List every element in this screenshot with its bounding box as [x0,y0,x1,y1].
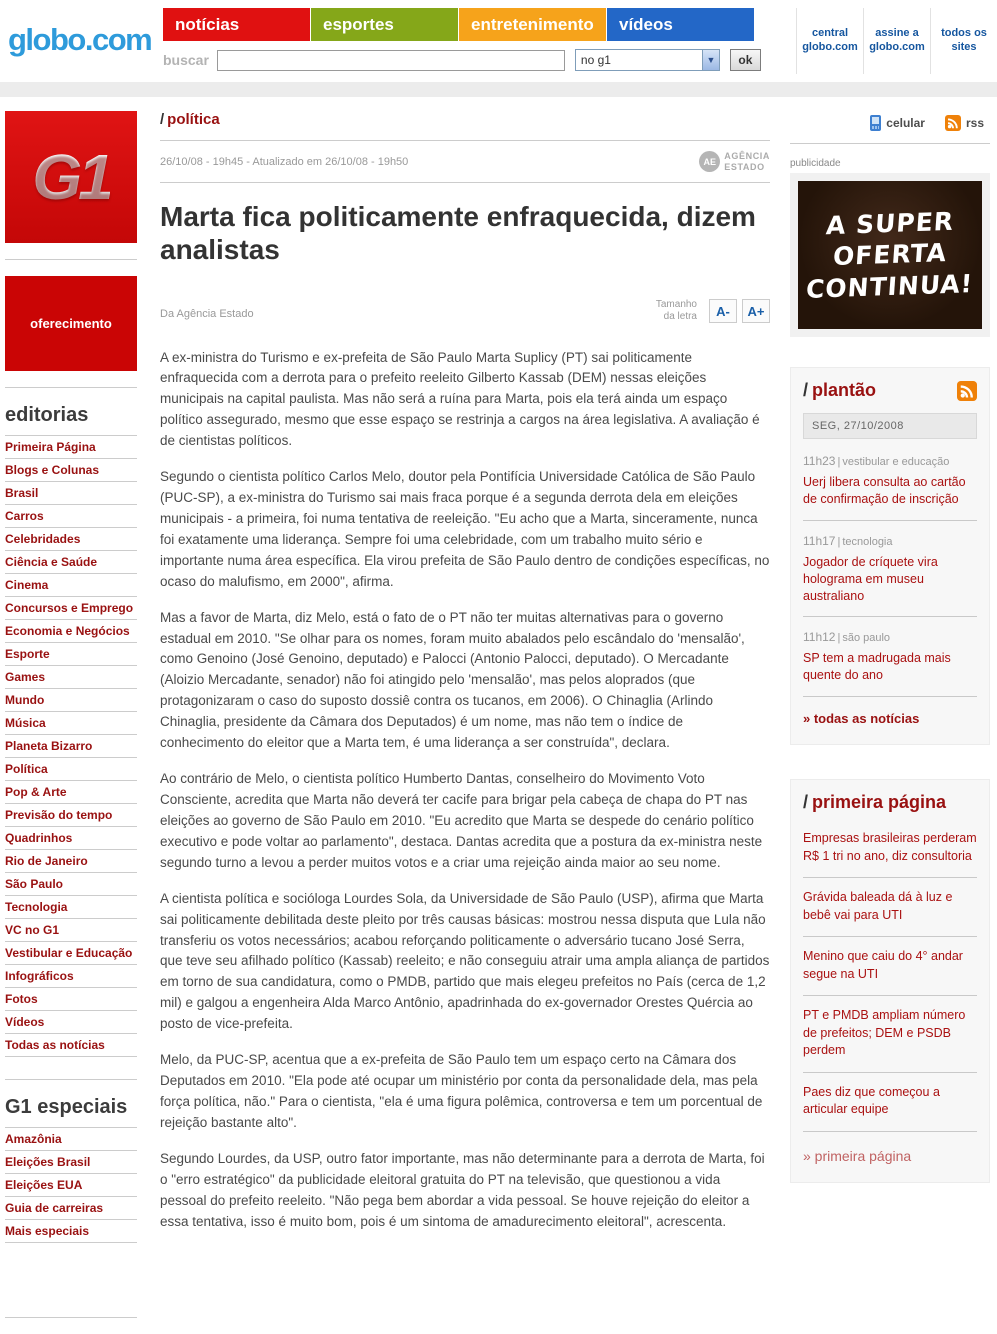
editorias-list [5,435,137,1057]
search-scope-value: no g1 [580,53,611,67]
all-news-link[interactable]: » todas as notícias [803,711,920,727]
rss-icon [957,381,977,401]
list-item [5,1174,137,1197]
sidebar-item-editoria[interactable]: VC no G1 [5,923,60,937]
ad-text-line: CONTINUA! [805,268,975,304]
search-label: buscar [163,52,209,68]
plantao-headline-link[interactable]: SP tem a madrugada mais quente do ano [803,651,951,683]
g1-logo[interactable] [5,111,137,243]
sidebar-item-editoria[interactable]: São Paulo [5,877,64,891]
plantao-item-time: 11h12 [803,630,836,645]
sponsorship-box[interactable] [5,276,137,371]
sidebar-item-editoria[interactable]: Economia e Negócios [5,624,130,638]
sidebar-item-editoria[interactable]: Games [5,670,46,684]
list-item [5,988,137,1011]
plantao-date: SEG, 27/10/2008 [803,413,977,439]
sidebar-item-editoria[interactable]: Fotos [5,992,38,1006]
divider [5,259,137,260]
sidebar-item-editoria[interactable]: Vestibular e Educação [5,946,133,960]
plantao-item [803,617,977,697]
sidebar-item-editoria[interactable]: Brasil [5,486,39,500]
list-item [5,482,137,505]
rss-icon [945,115,961,131]
list-item [5,1220,137,1243]
celular-link[interactable]: celular [870,115,925,131]
plantao-panel [790,367,990,745]
nav-tab[interactable]: vídeos [607,8,754,41]
plantao-items [803,441,977,697]
sidebar-item-editoria[interactable]: Todas as notícias [5,1038,105,1052]
agencia-estado-wordmark: AGÊNCIA ESTADO [724,151,770,172]
frontpage-link[interactable]: » primeira página [803,1147,912,1164]
g1-logo-glyph: G1 [32,141,110,213]
sidebar-item-editoria[interactable]: Primeira Página [5,440,96,454]
rss-link[interactable]: rss [945,115,984,131]
article-paragraph: A ex-ministra do Turismo e ex-prefeita de São Paulo Marta Suplicy (PT) sai politicamente enfraquecida com a derrota para o prefeito reeleito Gilberto Kassab (DEM) nessas eleições municipais na capital paulista. Mas não será a ruína para Marta, pois ela terá ainda um espaço político assegurado, mesmo que esse espaço se restrinja a cargos na área legislativa. A avaliação é de cientistas políticos. [160,349,760,449]
ad-panel [790,173,990,337]
breadcrumb-section-link[interactable]: política [167,111,220,128]
primeira-pagina-title: / primeira página [803,792,947,813]
header-link[interactable]: todos os sites [930,8,997,74]
sidebar-item-editoria[interactable]: Música [5,716,46,730]
list-item [5,758,137,781]
byline-row [160,299,770,324]
list-item [5,781,137,804]
plantao-item-meta: 11h17 | tecnologia [803,533,893,548]
sidebar-item-editoria[interactable]: Concursos e Emprego [5,601,134,615]
article-paragraph: Mas a favor de Marta, diz Melo, está o fato de o PT não ter muitas alternativas para o governo estadual em 2010. "Se olhar para os nomes, foram muito abalados pelo escândalo do 'mensalão', como Genoino (José Genoino, deputado) e Palocci (Antonio Palocci, deputado). O Mercadante (Aloizio Mercadante, senador) não foi atingido pelo 'mensalão', mas pelos aloprados (que protagonizaram o caso do suposto dossiê contra os tucanos, em 2006). O Chinaglia (Arlindo Chinaglia, presidente da Câmara dos Deputados) é um nome, mas não tem o índice de conhecimento do eleitor que a Marta tem, é uma liderança a ser construída", declara. [160,609,745,751]
site-header [0,0,997,82]
primeira-pagina-panel [790,779,990,1183]
article-column [160,111,770,1334]
spacer [5,1243,137,1301]
font-smaller-button[interactable]: A- [709,299,737,323]
plantao-header [803,380,977,401]
globo-logo[interactable]: globo.com [8,22,152,57]
sidebar-item-editoria[interactable]: Ciência e Saúde [5,555,98,569]
list-item [5,1151,137,1174]
nav-tab[interactable]: entretenimento [459,8,606,41]
plantao-item [803,521,977,618]
sidebar-item-especial[interactable]: Mais especiais [5,1224,90,1238]
frontpage-headline-link[interactable]: Menino que caiu do 4° andar segue na UTI [803,937,977,996]
plantao-item [803,441,977,521]
sidebar-item-editoria[interactable]: Blogs e Colunas [5,463,100,477]
list-item [5,689,137,712]
list-item [5,643,137,666]
search-scope-select[interactable] [575,49,720,71]
primeira-pagina-items [803,819,977,1132]
sidebar-item-editoria[interactable]: Rio de Janeiro [5,854,88,868]
sidebar-item-editoria[interactable]: Vídeos [5,1015,45,1029]
editorias-title: editorias [5,404,89,426]
plantao-title: / plantão [803,380,877,400]
list-item [5,873,137,896]
sidebar-item-editoria[interactable]: Mundo [5,693,45,707]
article-paragraph: Melo, da PUC-SP, acentua que a ex-prefeita de São Paulo tem um espaço certo na Câmara dos Deputados em 2010. "Ela pode até ocupar um ministério por conta da personalidade dela, mas pela força política, não." Para o cientista, "ela é uma figura polêmica, controversa e tem um porcentual de rejeição bastante alto". [160,1052,763,1130]
list-item [5,551,137,574]
nav-tab[interactable]: notícias [163,8,310,41]
breadcrumb-slash: / [160,111,165,128]
list-item [5,574,137,597]
plantao-headline-link[interactable]: Jogador de críquete vira holograma em museu australiano [803,554,938,603]
plantao-item-category: tecnologia [842,535,893,548]
sidebar-item-editoria[interactable]: Tecnologia [5,900,68,914]
header-divider-strip [0,82,997,97]
header-link[interactable]: central globo.com [796,8,863,74]
ad-text-line: OFERTA [832,238,948,272]
list-item [5,712,137,735]
list-item [5,436,137,459]
plantao-item-category: vestibular e educação [842,456,950,468]
header-link[interactable]: assine a globo.com [863,8,930,74]
list-item [5,620,137,643]
phone-icon [870,115,881,131]
article-paragraph: A cientista política e socióloga Lourdes Sola, da Universidade de São Paulo (USP), afirma que Marta sai politicamente debilitada deste pleito por três causas básicas: mostrou nessa disputa que Lula não transferiu os votos necessários; acabou reforçando politicamente o adversário tucano José Serra, que teve seu afilhado político (Kassab) reeleito; e não conseguiu atrair uma ampla aliança de partidos em torno de sua candidatura, como o PMDB, partido que mais elegeu prefeitos no País (cerca de 1,2 mil) e galgou a engenheira Alda Marco Antônio, apadrinhada do ex-governador Orestes Quércia ao posto de vice-prefeita. [160,890,770,1032]
list-item [5,666,137,689]
article-meta-row [160,141,770,183]
list-item [5,965,137,988]
list-item [5,850,137,873]
sidebar-item-editoria[interactable]: Esporte [5,647,50,661]
nav-tab[interactable]: esportes [311,8,458,41]
font-size-label: Tamanho da letra [655,298,697,322]
sidebar-item-editoria[interactable]: Previsão do tempo [5,808,113,822]
article-paragraph: Ao contrário de Melo, o cientista político Humberto Dantas, conselheiro do Movimento Voto Consciente, acredita que Marta não deverá ter cacife para brigar pela cabeça de chapa do PT nas eleições ao governo de São Paulo em 2010. "Eu acredito que Marta se despede do cenário político executivo e pode voltar ao parlamento", destaca. Dantas acredita que a postura da ex-ministra neste segundo turno a levou a perder muitos votos e a criar uma rejeição ainda maior ao seu nome. [160,771,763,870]
article-paragraph: Segundo Lourdes, da USP, outro fator importante, mas não determinante para a derrota de Marta, foi o "erro estratégico" da publicidade eleitoral gratuita do PT na televisão, que questionou a vida pessoal do prefeito reeleito. "Não pega bem abordar a vida pessoal. Se houve rejeição do eleitor a essa tentativa, isso é muito bom, pois é um sintoma de amadurecimento eleitoral", acrescenta. [160,1150,765,1229]
sponsorship-label: oferecimento [30,316,112,331]
list-item [5,459,137,482]
list-item [5,1128,137,1151]
sidebar-item-editoria[interactable]: Quadrinhos [5,831,73,845]
sidebar-item-especial[interactable]: Amazônia [5,1132,62,1146]
sidebar-item-editoria[interactable]: Pop & Arte [5,785,67,799]
list-item [5,827,137,850]
primeira-pagina-header [803,792,977,813]
font-larger-button[interactable]: A+ [742,299,770,323]
sidebar-item-editoria[interactable]: Celebridades [5,532,81,546]
sidebar-item-editoria[interactable]: Política [5,762,48,776]
plantao-headline-link[interactable]: Uerj libera consulta ao cartão de confirmação de inscrição [803,475,966,506]
breadcrumb [160,111,770,141]
list-item [5,896,137,919]
search-input[interactable] [217,50,565,71]
agencia-estado-icon: AE [699,151,720,172]
frontpage-headline-link[interactable]: Empresas brasileiras perderam R$ 1 tri no ano, diz consultoria [803,819,977,878]
especiais-list [5,1127,137,1243]
list-item [5,1034,137,1057]
sidebar-item-especial[interactable]: Eleições EUA [5,1178,83,1192]
list-item [5,919,137,942]
byline: Da Agência Estado [160,307,254,320]
especiais-title: G1 especiais [5,1096,128,1118]
mobile-rss-row [790,111,990,144]
article-body [160,348,770,1233]
page-title: Marta fica politicamente enfraquecida, dizem analistas [160,201,756,265]
divider [5,387,137,388]
article-datetime: 26/10/08 - 19h45 - Atualizado em 26/10/08 - 19h50 [160,155,409,168]
list-item [5,1011,137,1034]
ad-banner[interactable] [798,181,982,329]
plantao-rss-link[interactable] [957,381,977,401]
plantao-item-meta: 11h12 | são paulo [803,630,891,645]
chevron-down-icon: ▼ [702,50,719,70]
frontpage-headline-link[interactable]: Grávida baleada dá à luz e bebê vai para UTI [803,878,977,937]
list-item [5,735,137,758]
plantao-item-category: são paulo [842,632,891,645]
article-paragraph: Segundo o cientista político Carlos Melo, doutor pela Pontifícia Universidade Católica de São Paulo (PUC-SP), a ex-ministra do Turismo sai mais fraca porque é a segunda derrota dela em eleições municipais - a primeira, foi numa tentativa de reeleição. "Eu acho que a Marta, sinceramente, nunca foi exatamente uma liderança. Sempre foi uma celebridade, com um trabalho muito sério e importante numa área específica. Ela virou prefeita de São Paulo dentro de condições específicas, no ocaso do malufismo, em 2000", afirma. [160,469,770,589]
plantao-item-time: 11h17 [803,533,836,548]
ad-text-line: A SUPER [825,206,955,241]
left-sidebar [5,111,137,1334]
plantao-item-time: 11h23 [803,454,836,468]
sidebar-item-editoria[interactable]: Cinema [5,578,49,592]
frontpage-headline-link[interactable]: PT e PMDB ampliam número de prefeitos; DEM e PSDB perdem [803,996,977,1073]
sidebar-item-editoria[interactable]: Planeta Bizarro [5,739,93,753]
divider [5,1079,137,1080]
right-sidebar [790,111,990,1334]
agencia-estado-logo [699,151,770,172]
divider [5,1317,137,1318]
sidebar-item-especial[interactable]: Guia de carreiras [5,1201,104,1215]
plantao-item-meta: 11h23 | vestibular e educação [803,454,950,468]
list-item [5,597,137,620]
sidebar-item-editoria[interactable]: Carros [5,509,44,523]
frontpage-headline-link[interactable]: Paes diz que começou a articular equipe [803,1073,977,1132]
list-item [5,505,137,528]
font-size-controls [645,299,770,324]
sidebar-item-especial[interactable]: Eleições Brasil [5,1155,91,1169]
list-item [5,942,137,965]
list-item [5,804,137,827]
list-item [5,528,137,551]
ad-label: publicidade [790,158,841,169]
header-links [796,8,997,74]
sidebar-item-editoria[interactable]: Infográficos [5,969,74,983]
page-content [0,97,997,1334]
search-ok-button[interactable]: ok [730,49,761,71]
